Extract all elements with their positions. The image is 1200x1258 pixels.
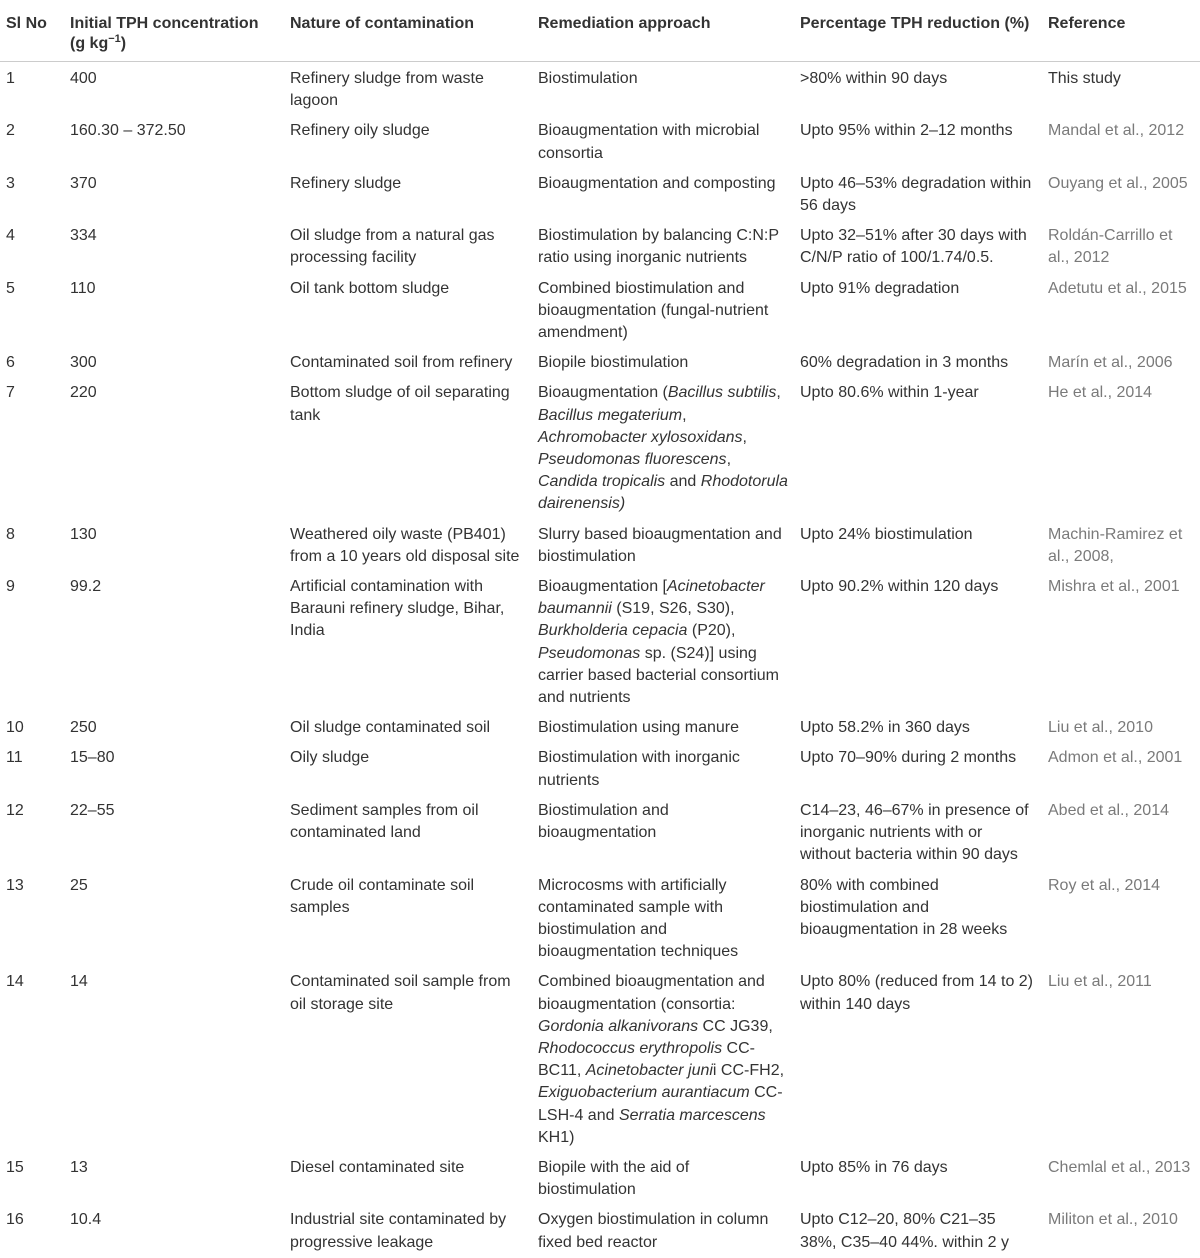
cell-approach <box>532 869 794 966</box>
table-row <box>0 794 1200 869</box>
cell-reference: Adetutu et al., 2015 <box>1048 279 1187 297</box>
approach-text: , <box>726 451 732 469</box>
cell-reference: Mishra et al., 2001 <box>1048 578 1180 596</box>
cell-initial-concentration: 110 <box>70 279 96 297</box>
cell-percentage: 60% degradation in 3 months <box>800 354 1009 372</box>
approach-text: Biostimulation by balancing C:N:P ratio using inorganic nutrients <box>538 227 779 267</box>
organism-name: Gordonia alkanivorans <box>538 1017 699 1035</box>
cell-sl-no: 9 <box>6 578 15 596</box>
cell-nature: Industrial site contaminated by progressive leakage <box>290 1211 507 1251</box>
cell-percentage: Upto C12–20, 80% C21–35 38%, C35–40 44%. within 2 y <box>800 1211 1010 1251</box>
approach-text: Biostimulation and bioaugmentation <box>538 801 669 842</box>
table-row <box>0 570 1200 711</box>
cell-initial-concentration: 22–55 <box>70 801 115 819</box>
cell-percentage: Upto 95% within 2–12 months <box>800 122 1013 140</box>
cell-initial-concentration: 25 <box>70 876 88 894</box>
cell-reference: Roy et al., 2014 <box>1048 876 1161 894</box>
cell-reference: This study <box>1048 70 1121 87</box>
cell-nature: Weathered oily waste (PB401) from a 10 years old disposal site <box>290 525 520 565</box>
cell-reference: Liu et al., 2010 <box>1048 719 1153 737</box>
cell-percentage: >80% within 90 days <box>800 70 948 87</box>
cell-approach <box>532 965 794 1151</box>
cell-percentage: C14–23, 46–67% in presence of inorganic nutrients with or without bacteria within 90 days <box>800 801 1029 864</box>
cell-sl-no: 7 <box>6 384 15 402</box>
approach-text: KH1) <box>538 1128 575 1146</box>
cell-approach <box>532 518 794 570</box>
cell-initial-concentration: 370 <box>70 174 97 192</box>
header-approach: Remediation approach <box>532 0 794 62</box>
cell-nature: Contaminated soil sample from oil storage site <box>290 973 511 1013</box>
organism-name: Candida tropicalis <box>538 473 666 491</box>
cell-approach <box>532 711 794 741</box>
cell-reference: Admon et al., 2001 <box>1048 749 1183 767</box>
cell-approach <box>532 376 794 517</box>
organism-name: Achromobacter xylosoxidans <box>538 428 743 446</box>
header-initial-close: ) <box>120 35 127 52</box>
table-row <box>0 1151 1200 1203</box>
header-initial-unit-exponent: −1 <box>108 33 121 45</box>
cell-nature: Oily sludge <box>290 749 370 767</box>
table-row <box>0 869 1200 966</box>
cell-approach <box>532 346 794 376</box>
approach-text: Bioaugmentation ( <box>538 384 668 402</box>
cell-initial-concentration: 13 <box>70 1158 88 1176</box>
header-initial-concentration <box>64 0 284 62</box>
approach-text: Biostimulation using manure <box>538 719 739 737</box>
cell-percentage: 80% with combined biostimulation and bioaugmentation in 28 weeks <box>800 876 1008 938</box>
cell-initial-concentration: 15–80 <box>70 749 115 767</box>
cell-percentage: Upto 24% biostimulation <box>800 525 973 543</box>
organism-name: Serratia marcescens <box>618 1106 766 1124</box>
approach-text: Slurry based bioaugmentation and biostimulation <box>538 525 782 565</box>
cell-reference: He et al., 2014 <box>1048 384 1153 402</box>
cell-reference: Roldán-Carrillo et al., 2012 <box>1048 227 1173 267</box>
organism-name: Acinetobacter baumannii <box>538 578 765 618</box>
cell-nature: Sediment samples from oil contaminated land <box>290 801 479 842</box>
approach-text: and <box>665 473 701 491</box>
cell-approach <box>532 1151 794 1203</box>
cell-initial-concentration: 220 <box>70 384 97 402</box>
organism-name: Bacillus megaterium <box>538 406 683 424</box>
cell-approach <box>532 1203 794 1255</box>
cell-percentage: Upto 80% (reduced from 14 to 2) within 140 days <box>800 973 1034 1013</box>
cell-nature: Refinery sludge <box>290 174 402 192</box>
cell-sl-no: 4 <box>6 227 15 245</box>
cell-initial-concentration: 99.2 <box>70 578 102 596</box>
approach-text: Biopile with the aid of biostimulation <box>538 1158 690 1199</box>
cell-sl-no: 11 <box>6 749 23 767</box>
cell-nature: Bottom sludge of oil separating tank <box>290 384 510 424</box>
cell-approach <box>532 794 794 869</box>
cell-approach <box>532 741 794 793</box>
approach-text: Biopile biostimulation <box>538 354 689 372</box>
cell-sl-no: 14 <box>6 973 24 991</box>
approach-text: Bioaugmentation [ <box>538 578 667 596</box>
organism-name: Rhodococcus erythropolis <box>538 1039 723 1057</box>
approach-text: Biostimulation <box>538 70 638 87</box>
cell-percentage: Upto 90.2% within 120 days <box>800 578 999 596</box>
table-row <box>0 711 1200 741</box>
approach-text: CC-LSH-4 and <box>538 1084 783 1124</box>
cell-initial-concentration: 250 <box>70 719 97 737</box>
header-row <box>0 0 1200 62</box>
approach-text: i CC-FH2, <box>712 1062 785 1080</box>
approach-text: (P20), <box>687 622 736 640</box>
header-nature: Nature of contamination <box>284 0 532 62</box>
table-body <box>0 62 1200 1256</box>
cell-initial-concentration: 400 <box>70 70 97 87</box>
cell-nature: Refinery oily sludge <box>290 122 430 140</box>
cell-reference: Machin-Ramirez et al., 2008, <box>1048 525 1183 565</box>
cell-nature: Oil sludge contaminated soil <box>290 719 491 737</box>
approach-text: Bioaugmentation and composting <box>538 174 776 192</box>
approach-text: , <box>682 406 687 424</box>
header-reference: Reference <box>1042 0 1200 62</box>
cell-sl-no: 1 <box>6 70 15 87</box>
organism-name: Pseudomonas fluorescens <box>538 451 727 469</box>
cell-approach <box>532 219 794 271</box>
table-row <box>0 741 1200 793</box>
cell-nature: Diesel contaminated site <box>290 1158 465 1176</box>
cell-sl-no: 10 <box>6 719 24 737</box>
cell-approach <box>532 570 794 711</box>
table-row <box>0 167 1200 219</box>
cell-nature: Crude oil contaminate soil samples <box>290 876 475 916</box>
cell-sl-no: 16 <box>6 1211 24 1229</box>
cell-reference: Abed et al., 2014 <box>1048 801 1169 819</box>
table-row <box>0 518 1200 570</box>
cell-reference: Militon et al., 2010 <box>1048 1211 1178 1229</box>
cell-nature: Refinery sludge from waste lagoon <box>290 70 484 110</box>
cell-initial-concentration: 160.30 – 372.50 <box>70 122 186 140</box>
table-row <box>0 114 1200 166</box>
organism-name: Bacillus subtilis <box>667 384 777 402</box>
organism-name: Burkholderia cepacia <box>538 622 688 640</box>
approach-text: Microcosms with artificially contaminated sample with biostimulation and bioaugmentation techniques <box>538 876 739 961</box>
cell-percentage: Upto 70–90% during 2 months <box>800 749 1017 767</box>
cell-approach <box>532 272 794 347</box>
cell-initial-concentration: 130 <box>70 525 97 543</box>
cell-reference: Ouyang et al., 2005 <box>1048 174 1188 192</box>
cell-initial-concentration: 10.4 <box>70 1211 102 1229</box>
header-initial-line1: Initial TPH concentration <box>70 15 259 32</box>
cell-reference: Chemlal et al., 2013 <box>1048 1158 1191 1176</box>
header-initial-line2: (g kg <box>70 35 109 52</box>
approach-text: CC-BC11, <box>538 1039 755 1080</box>
cell-nature: Oil sludge from a natural gas processing facility <box>290 227 495 267</box>
approach-text: Combined biostimulation and bioaugmentation (fungal-nutrient amendment) <box>538 279 769 342</box>
header-sl-no: Sl No <box>0 0 64 62</box>
cell-percentage: Upto 91% degradation <box>800 279 960 297</box>
approach-text: CC JG39, <box>698 1017 773 1035</box>
cell-initial-concentration: 14 <box>70 973 88 991</box>
approach-text: Biostimulation with inorganic nutrients <box>538 749 740 789</box>
approach-text: , <box>776 384 781 402</box>
approach-text: (S19, S26, S30), <box>611 600 735 618</box>
cell-initial-concentration: 334 <box>70 227 97 245</box>
cell-approach <box>532 114 794 166</box>
header-percentage: Percentage TPH reduction (%) <box>794 0 1042 62</box>
cell-percentage: Upto 80.6% within 1-year <box>800 384 979 402</box>
table-header <box>0 0 1200 62</box>
approach-text: , <box>742 428 747 446</box>
cell-percentage: Upto 46–53% degradation within 56 days <box>800 174 1032 215</box>
cell-sl-no: 13 <box>6 876 24 894</box>
approach-text: Oxygen biostimulation in column fixed bed reactor <box>538 1211 769 1251</box>
cell-nature: Oil tank bottom sludge <box>290 279 450 297</box>
cell-reference: Liu et al., 2011 <box>1048 973 1152 991</box>
table-row <box>0 272 1200 347</box>
table-row <box>0 62 1200 115</box>
table-row <box>0 219 1200 271</box>
cell-reference: Marín et al., 2006 <box>1048 354 1173 372</box>
organism-name: Pseudomonas <box>538 644 641 662</box>
cell-reference: Mandal et al., 2012 <box>1048 122 1185 140</box>
table-row <box>0 1203 1200 1255</box>
cell-sl-no: 3 <box>6 174 15 192</box>
organism-name: Acinetobacter juni <box>585 1062 713 1080</box>
cell-initial-concentration: 300 <box>70 354 97 372</box>
cell-approach <box>532 62 794 115</box>
cell-nature: Contaminated soil from refinery <box>290 354 513 372</box>
cell-sl-no: 6 <box>6 354 15 372</box>
cell-percentage: Upto 32–51% after 30 days with C/N/P ratio of 100/1.74/0.5. <box>800 227 1027 267</box>
approach-text: Bioaugmentation with microbial consortia <box>538 122 760 162</box>
table-row <box>0 965 1200 1151</box>
table-row <box>0 346 1200 376</box>
cell-sl-no: 12 <box>6 801 24 819</box>
cell-sl-no: 2 <box>6 122 15 140</box>
organism-name: Rhodotorula dairenensis) <box>538 473 788 513</box>
table-row <box>0 376 1200 517</box>
approach-text: sp. (S24)] using carrier based bacterial consortium and nutrients <box>538 644 779 707</box>
organism-name: Exiguobacterium aurantiacum <box>538 1084 750 1102</box>
cell-sl-no: 15 <box>6 1158 24 1176</box>
cell-sl-no: 5 <box>6 279 15 297</box>
cell-sl-no: 8 <box>6 525 15 543</box>
cell-nature: Artificial contamination with Barauni refinery sludge, Bihar, India <box>290 578 505 640</box>
approach-text: Combined bioaugmentation and bioaugmentation (consortia: <box>538 973 765 1013</box>
cell-percentage: Upto 85% in 76 days <box>800 1158 948 1176</box>
cell-percentage: Upto 58.2% in 360 days <box>800 719 970 737</box>
cell-approach <box>532 167 794 219</box>
